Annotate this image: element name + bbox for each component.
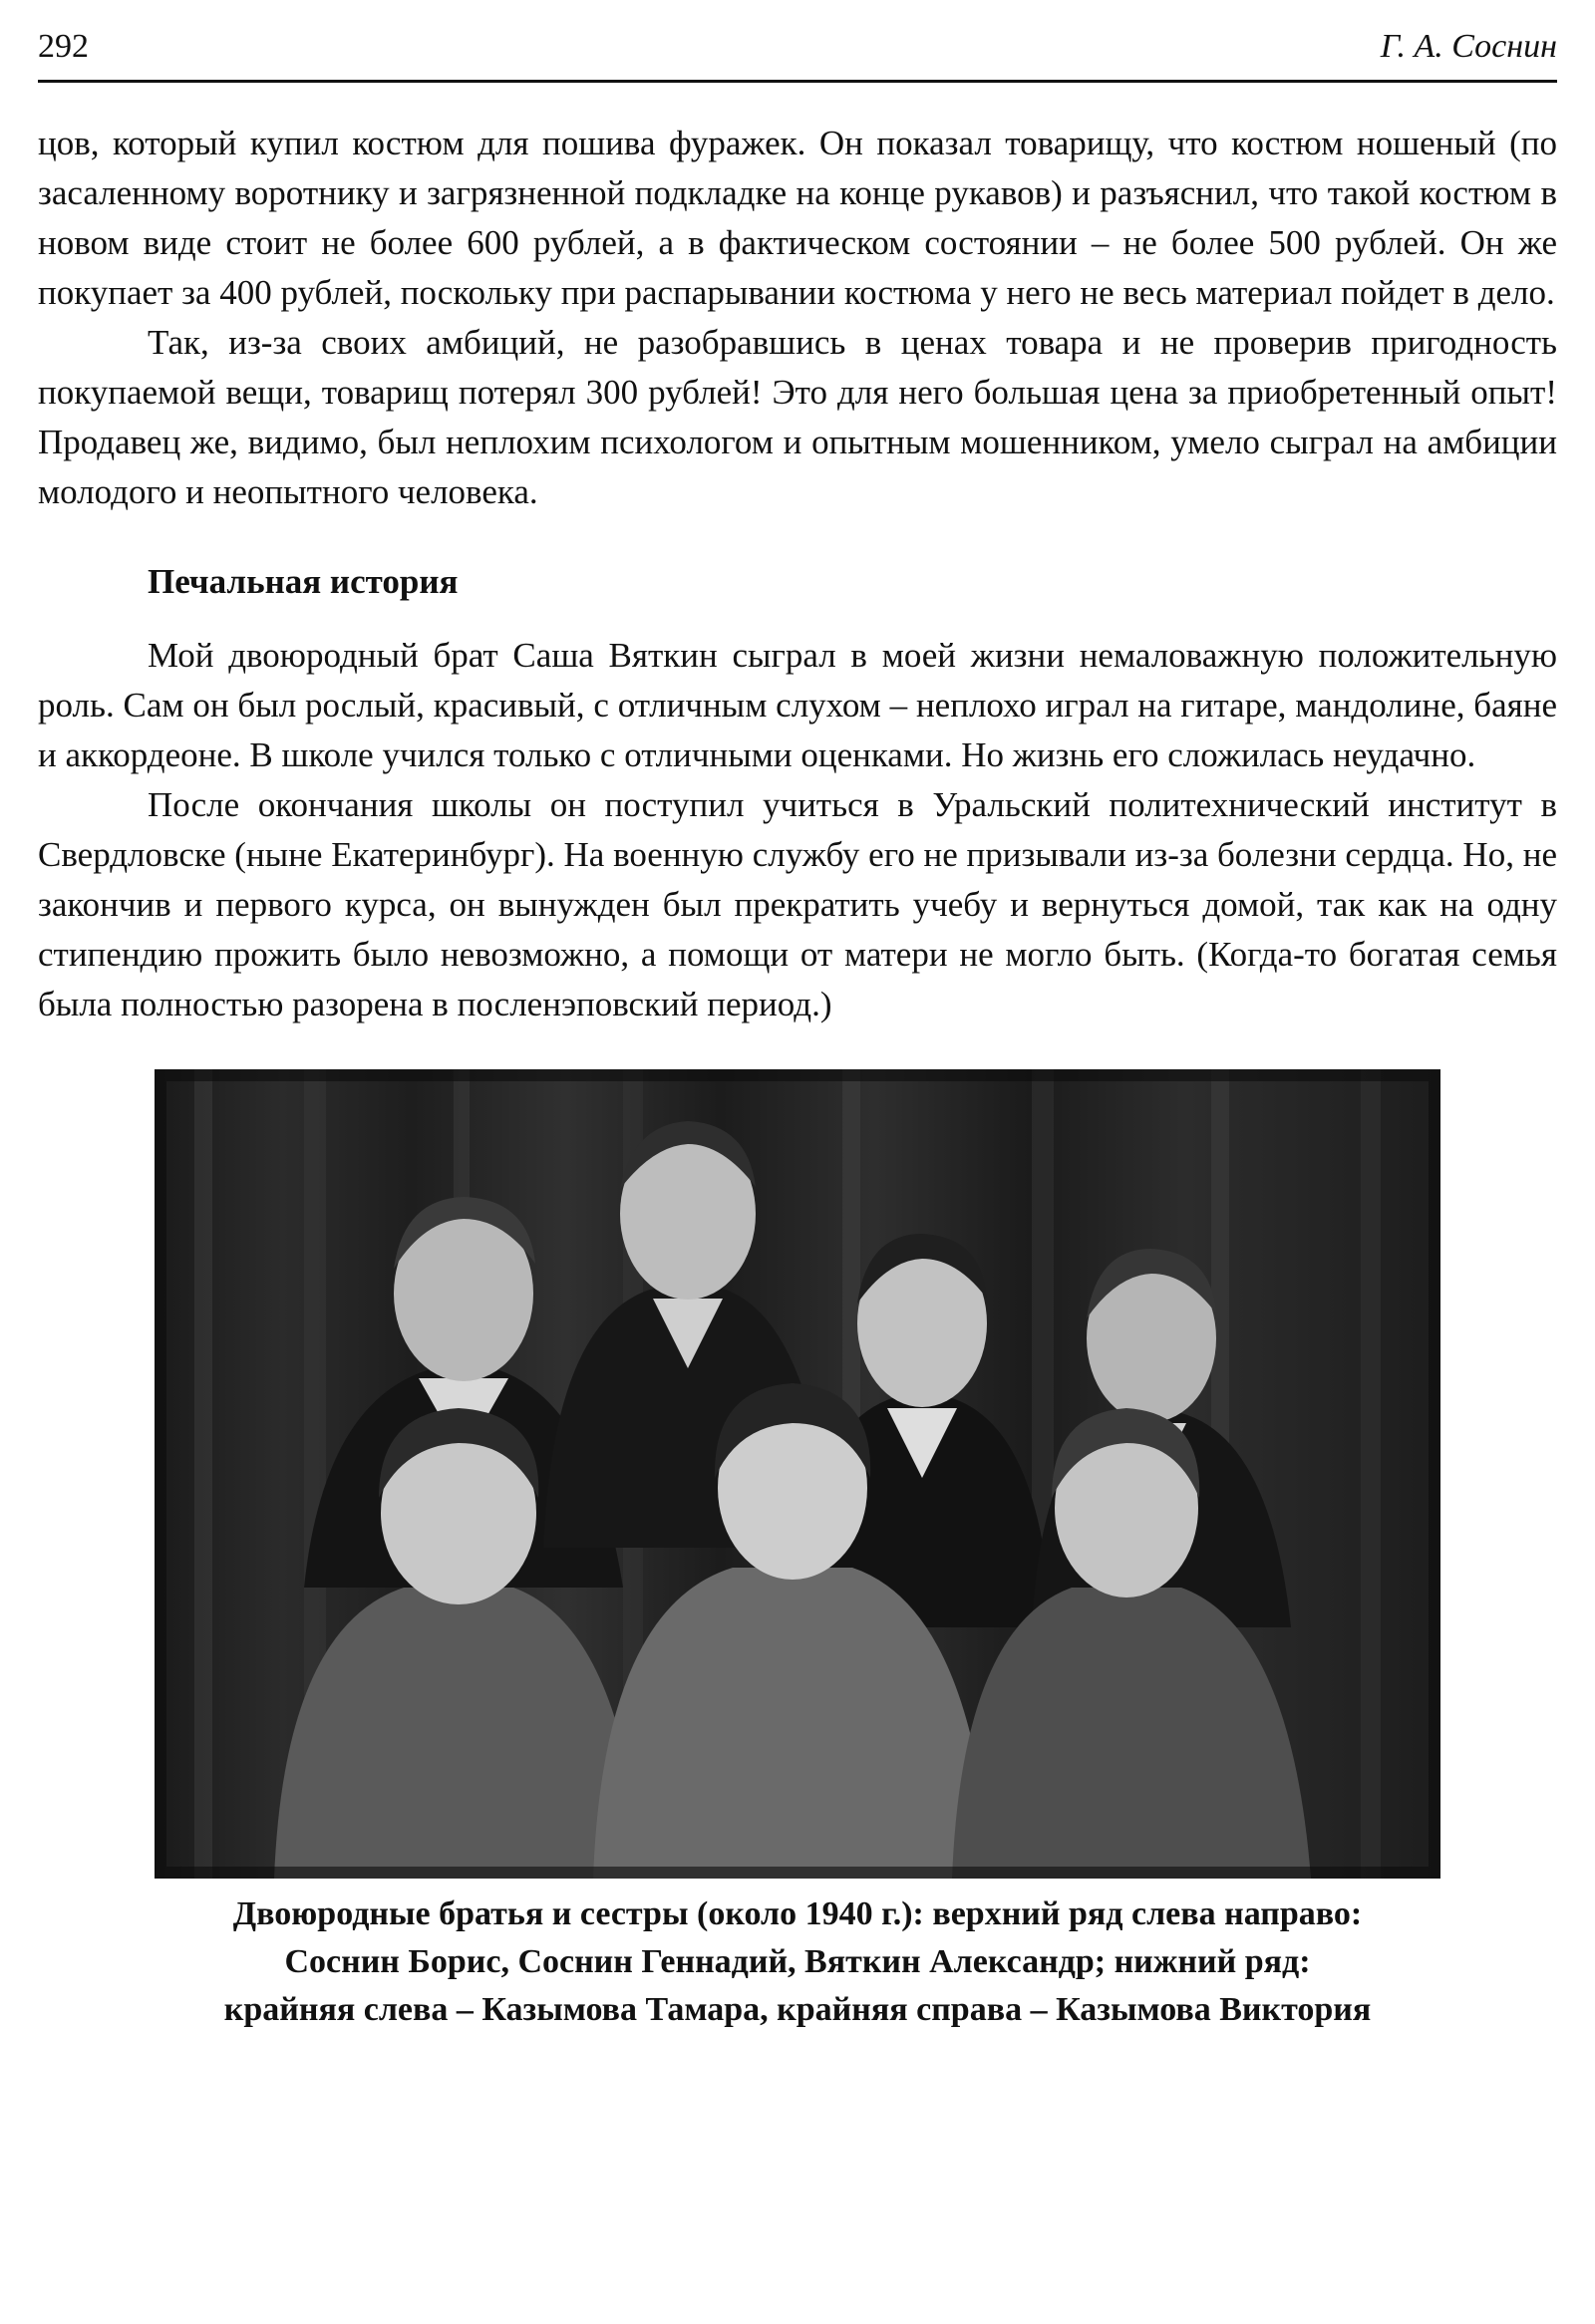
caption-line: Соснин Борис, Соснин Геннадий, Вяткин Александр; нижний ряд: [284,1943,1311,1980]
page-number: 292 [38,28,89,65]
paragraph: После окончания школы он поступил учиться в Уральский политехнический институт в Свердловске (ныне Екатеринбург). На военную службу его не призывали из-за болезни сердца. Но, не закончив и первого курса, он вынужден был прекратить учебу и вернуться домой, так как на одну стипендию прожить было невозможно, а помощи от матери не могло быть. (Когда-то богатая семья была полностью разорена в посленэповский период.) [38,785,1557,1023]
caption-line: крайняя слева – Казымова Тамара, крайняя справа – Казымова Виктория [223,1991,1372,2028]
caption-line: Двоюродные братья и сестры (около 1940 г.): верхний ряд слева направо: [232,1895,1363,1932]
running-header [38,22,1557,72]
running-author: Г. А. Соснин [1380,28,1557,65]
section-heading: Печальная история [148,562,459,601]
group-photo [155,1069,1440,1879]
paragraph: Мой двоюродный брат Саша Вяткин сыграл в моей жизни немаловажную положительную роль. Сам он был рослый, красивый, с отличным слухом – неплохо играл на гитаре, мандолине, баяне и аккордеоне. В школе учился только с отличными оценками. Но жизнь его сложилась неудачно. [38,636,1557,774]
book-page [38,22,1557,2034]
paragraph: цов, который купил костюм для пошива фуражек. Он показал товарищу, что костюм ношеный (по засаленному воротнику и загрязненной подкладке на конце рукавов) и разъяснил, что такой костюм в новом виде стоит не более 600 рублей, а в фактическом состоянии – не более 500 рублей. Он же покупает за 400 рублей, поскольку при распарывании костюма у него не весь материал пойдет в дело. [38,124,1557,312]
header-rule [38,80,1557,83]
group-photo-illustration [155,1069,1440,1879]
body-text [38,119,1557,1029]
photo-caption [38,1890,1557,2034]
paragraph: Так, из-за своих амбиций, не разобравшись в ценах товара и не проверив пригодность покупаемой вещи, товарищ потерял 300 рублей! Это для него большая цена за приобретенный опыт! Продавец же, видимо, был неплохим психологом и опытным мошенником, умело сыграл на амбиции молодого и неопытного человека. [38,323,1557,511]
